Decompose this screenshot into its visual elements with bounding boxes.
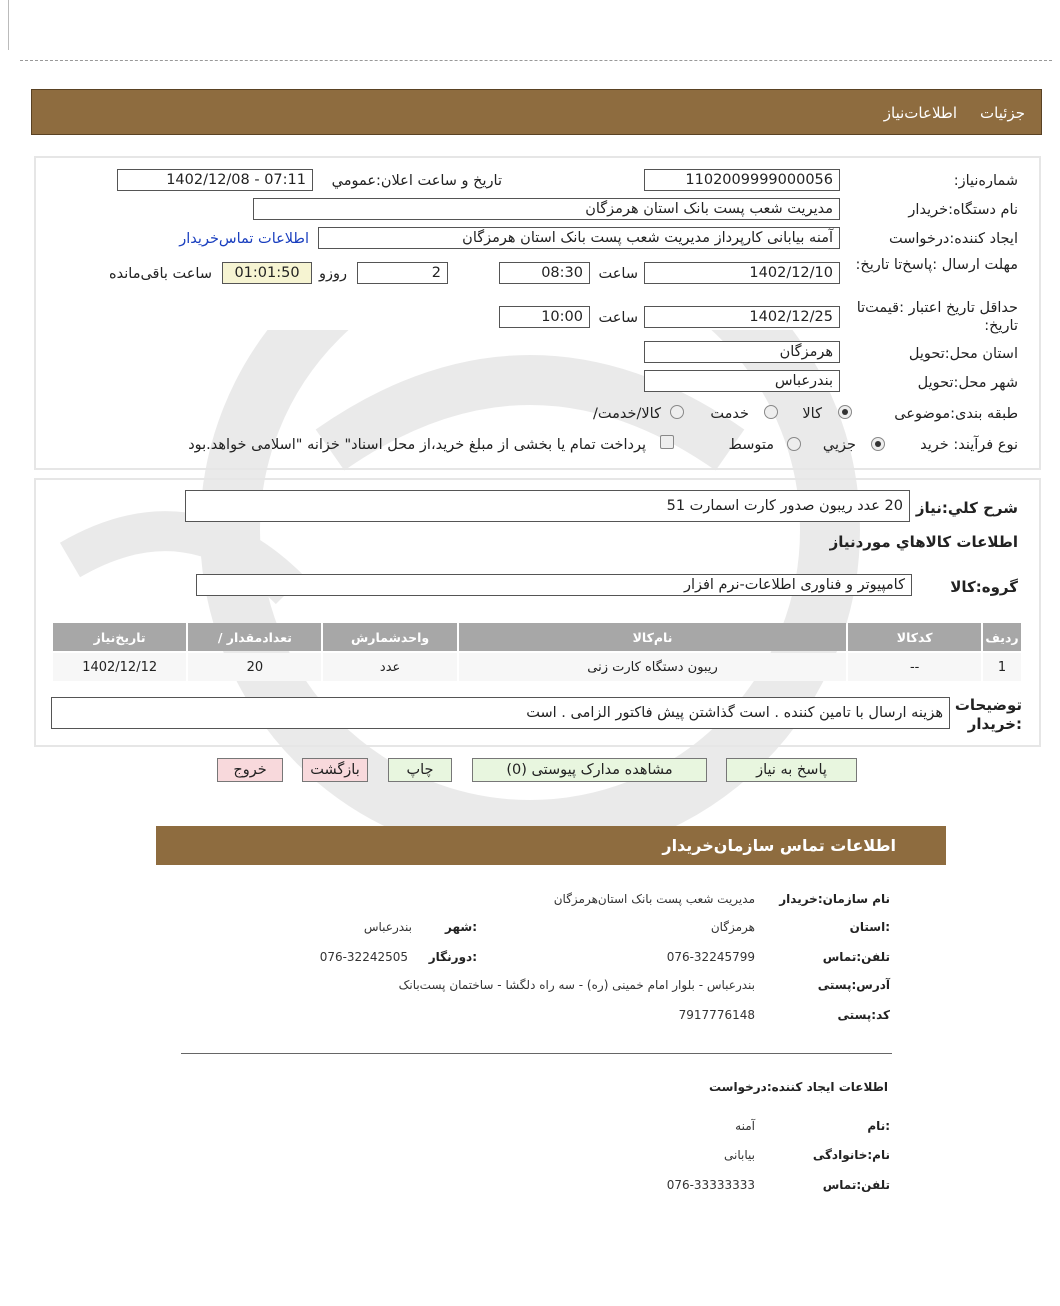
cell-name: ریبون دستگاه کارت زنی xyxy=(459,653,847,681)
remaining-label: ساعت باقی‌مانده xyxy=(109,266,212,282)
org-label: نام سازمان‌:خریدار xyxy=(779,892,890,906)
creator-phone-value: 076-33333333 xyxy=(666,1178,755,1192)
need-number-field: 1102009999000056 xyxy=(644,169,840,191)
contact-postal-label: کد‌:پستی xyxy=(837,1008,890,1022)
contact-province-value: هرمزگان xyxy=(710,920,755,934)
deadline-date-field: 1402/12/10 xyxy=(644,262,840,284)
contact-divider xyxy=(181,1053,892,1054)
buyer-notes-field: هزینه ارسال با تامین کننده . است گذاشتن پیش فاکتور الزامی . است xyxy=(51,697,950,729)
contact-phone-value: 076-32245799 xyxy=(666,950,755,964)
category-goods-radio[interactable] xyxy=(838,405,852,419)
city-field: بندرعباس xyxy=(644,370,840,392)
creator-info-title: اطلاعات ایجاد کننده‌:درخواست xyxy=(708,1080,888,1094)
contact-postal-value: 7917776148 xyxy=(678,1008,755,1022)
contact-fax-value: 076-32242505 xyxy=(319,950,408,964)
category-both-label: کالا/خدمت/ xyxy=(593,406,661,422)
col-unit: واحدشمارش xyxy=(323,623,456,651)
category-both-radio[interactable] xyxy=(670,405,684,419)
contact-address-label: آدرس‌:پستی xyxy=(817,978,890,992)
buyer-notes-label: توضیحات :خریدار xyxy=(954,696,1022,733)
creator-field: آمنه بیابانی کارپرداز مدیریت شعب پست بانک استان هرمزگان xyxy=(318,227,840,249)
table-row xyxy=(53,653,1021,681)
org-value: مدیریت شعب پست بانک استان‌هرمزگان xyxy=(553,892,755,906)
details-header-bar xyxy=(31,89,1042,135)
reply-button[interactable]: پاسخ به نیاز xyxy=(726,758,857,782)
province-field: هرمزگان xyxy=(644,341,840,363)
creator-family-label: نام‌:خانوادگی xyxy=(812,1148,890,1162)
category-service-label: خدمت xyxy=(710,406,749,422)
validity-date-field: 1402/12/25 xyxy=(644,306,840,328)
items-table xyxy=(51,621,1023,683)
col-code: کدکالا xyxy=(848,623,981,651)
category-service-radio[interactable] xyxy=(764,405,778,419)
creator-name-label: :نام xyxy=(867,1119,890,1133)
creator-name-value: آمنه xyxy=(735,1119,755,1133)
tab-details[interactable]: جزئیات xyxy=(980,104,1025,122)
col-date: تاریخ‌نیاز xyxy=(53,623,186,651)
col-row: ردیف xyxy=(983,623,1021,651)
contact-header-bar xyxy=(156,826,946,865)
goods-group-label: گروه‌:کالا xyxy=(950,578,1018,596)
exit-button[interactable]: خروج xyxy=(217,758,283,782)
process-label: نوع فرآیند‌: خرید xyxy=(920,437,1018,453)
buyer-label: نام دستگاه‌:خریدار xyxy=(908,202,1018,218)
cell-date: 1402/12/12 xyxy=(53,653,186,681)
contact-city-label: :شهر xyxy=(445,920,477,934)
days-field: 2 xyxy=(357,262,448,284)
deadline-time-label: ساعت xyxy=(598,266,638,282)
col-qty: تعدادمقدار / xyxy=(188,623,321,651)
summary-field: 20 عدد ریبون صدور کارت اسمارت 51 xyxy=(185,490,910,522)
creator-label: ایجاد کننده‌:درخواست xyxy=(889,231,1018,247)
buyer-field: مدیریت شعب پست بانک استان هرمزگان xyxy=(253,198,840,220)
process-partial-label: جزیي xyxy=(822,437,856,453)
city-label: شهر محل‌:تحویل xyxy=(917,375,1018,391)
tab-need-info[interactable]: اطلاعات‌نیاز xyxy=(883,104,957,122)
process-medium-radio[interactable] xyxy=(787,437,801,451)
contact-fax-label: :دورنگار xyxy=(428,950,477,964)
deadline-time-field: 08:30 xyxy=(499,262,590,284)
announce-datetime-field: 1402/12/08 - 07:11 xyxy=(117,169,313,191)
contact-province-label: :استان xyxy=(849,920,890,934)
treasury-payment-note: پرداخت تمام یا بخشی از مبلغ خرید،از محل اسناد" خزانه "اسلامی خواهد.بود xyxy=(188,437,646,453)
category-label: طبقه بندی‌:موضوعی xyxy=(894,406,1018,422)
province-label: استان محل‌:تحویل xyxy=(908,346,1018,362)
validity-time-label: ساعت xyxy=(598,310,638,326)
col-name: نام‌کالا xyxy=(459,623,847,651)
validity-label: حداقل تاریخ اعتبار :قیمت‌تا تاریخ‌: xyxy=(856,300,1018,334)
left-border-line xyxy=(8,0,9,50)
treasury-payment-checkbox[interactable] xyxy=(660,435,674,449)
buyer-contact-link[interactable]: اطلاعات تماس‌خریدار xyxy=(179,231,309,247)
creator-family-value: بیابانی xyxy=(724,1148,755,1162)
days-label: روزو xyxy=(318,266,347,282)
category-goods-label: کالا xyxy=(802,406,822,422)
cell-code: -- xyxy=(848,653,981,681)
contact-address-value: بندرعباس - بلوار امام خمینی (ره) - سه راه دلگشا - ساختمان پست‌بانک xyxy=(398,978,755,992)
print-button[interactable]: چاپ xyxy=(388,758,452,782)
goods-group-field: کامپیوتر و فناوری اطلاعات-نرم افزار xyxy=(196,574,912,596)
items-table-header xyxy=(53,623,1021,651)
cell-unit: عدد xyxy=(323,653,456,681)
process-medium-label: متوسط xyxy=(728,437,774,453)
cell-qty: 20 xyxy=(188,653,321,681)
process-partial-radio[interactable] xyxy=(871,437,885,451)
contact-phone-label: تلفن‌:تماس xyxy=(822,950,890,964)
cell-row: 1 xyxy=(983,653,1021,681)
deadline-label: مهلت ارسال :پاسخ‌تا تاریخ‌: xyxy=(855,257,1018,273)
contact-city-value: بندرعباس xyxy=(363,920,412,934)
validity-time-field: 10:00 xyxy=(499,306,590,328)
top-divider xyxy=(20,60,1052,61)
view-attachments-button[interactable]: مشاهده مدارک پیوستی (0) xyxy=(472,758,707,782)
need-number-label: شماره‌نیاز: xyxy=(953,173,1018,189)
summary-label: شرح کلي‌:نیاز xyxy=(915,499,1018,517)
items-section-title: اطلاعات کالاهاي موردنیاز xyxy=(829,533,1018,551)
announce-label: تاريخ و ساعت اعلان‌:عمومي xyxy=(331,173,502,189)
contact-title: اطلاعات تماس سازمان‌خریدار xyxy=(662,836,896,855)
creator-phone-label: تلفن‌:تماس xyxy=(822,1178,890,1192)
remaining-time-field: 01:01:50 xyxy=(222,262,312,284)
back-button[interactable]: بازگشت xyxy=(302,758,368,782)
